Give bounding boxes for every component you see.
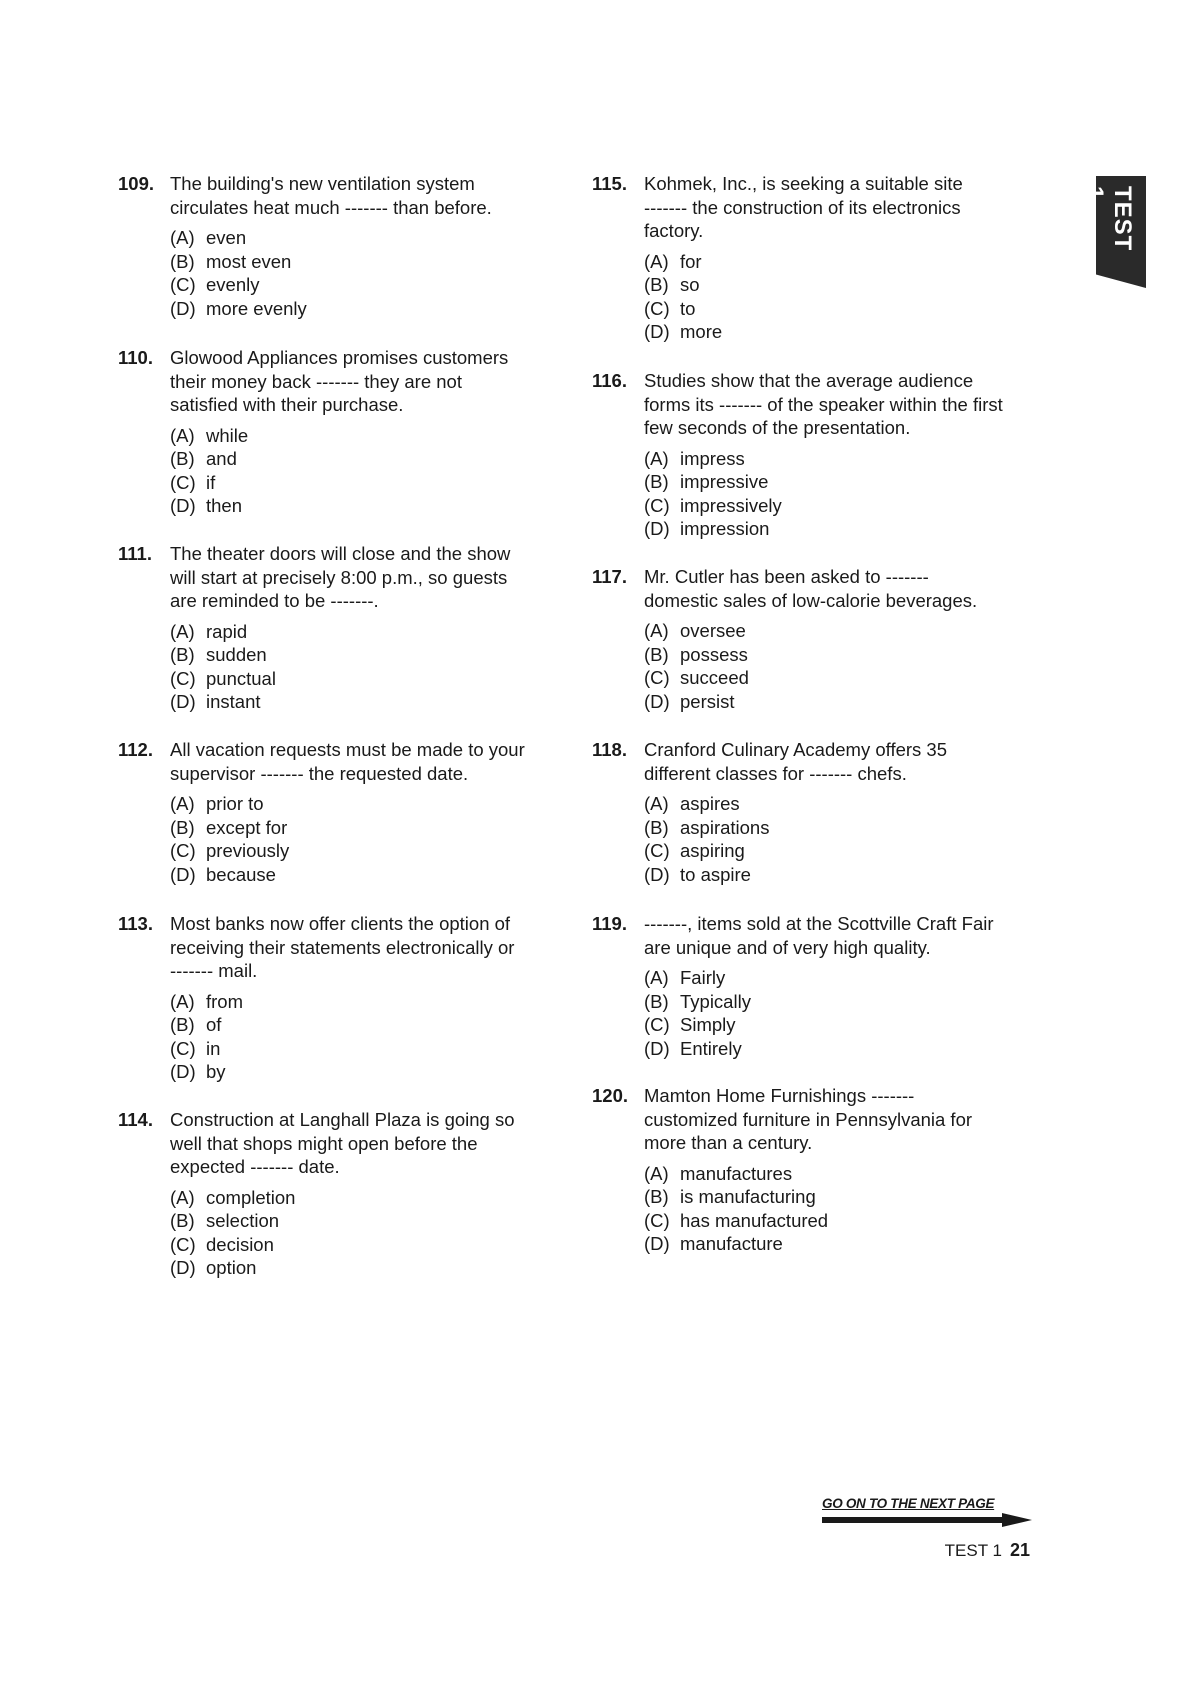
- question-111: [118, 542, 538, 714]
- option-text: so: [680, 274, 700, 295]
- answer-option: [170, 1037, 538, 1061]
- answer-option: [170, 273, 538, 297]
- option-text: most even: [206, 250, 292, 272]
- option-letter: (D): [644, 321, 670, 342]
- option-letter: (A): [170, 793, 195, 814]
- question-number: 115.: [592, 173, 627, 194]
- question-109: [118, 172, 538, 320]
- option-letter: (A): [170, 227, 195, 248]
- answer-option: [644, 1185, 1032, 1209]
- question-text: Kohmek, Inc., is seeking a suitable site ------- the construction of its electronics factory.: [644, 173, 963, 241]
- option-letter: (B): [170, 250, 195, 272]
- question-number: 112.: [118, 739, 153, 760]
- question-number: 116.: [592, 370, 627, 391]
- option-letter: (A): [170, 424, 195, 446]
- answer-option: [644, 517, 1032, 541]
- answer-option: [644, 863, 1032, 887]
- answer-option: [170, 667, 538, 691]
- question-number: 111.: [118, 543, 152, 564]
- answer-option: [170, 690, 538, 714]
- option-text: manufacture: [680, 1233, 783, 1254]
- option-text: except for: [206, 816, 288, 838]
- answer-option: [170, 447, 538, 471]
- question-119: [592, 912, 1032, 1060]
- option-text: aspiring: [680, 840, 745, 861]
- answer-option: [170, 471, 538, 495]
- question-number: 120.: [592, 1085, 629, 1106]
- option-letter: (B): [170, 1014, 195, 1035]
- question-120: [592, 1084, 1032, 1256]
- answer-option: [170, 643, 538, 667]
- option-letter: (D): [644, 518, 670, 539]
- option-text: option: [206, 1257, 257, 1278]
- question-110: [118, 346, 538, 518]
- option-text: aspirations: [680, 816, 770, 838]
- option-letter: (A): [644, 620, 669, 641]
- answer-option: [644, 619, 1032, 643]
- option-letter: (D): [170, 495, 196, 516]
- option-text: in: [206, 1037, 221, 1059]
- answer-option: [170, 494, 538, 518]
- option-text: Fairly: [680, 967, 726, 988]
- question-text: -------, items sold at the Scottville Craft Fair are unique and of very high quality.: [644, 913, 994, 958]
- answer-options: [170, 1186, 538, 1280]
- answer-option: [644, 690, 1032, 714]
- test-tab-label: TEST 1: [1081, 186, 1136, 252]
- answer-options: [644, 250, 1032, 344]
- arrow-right-icon: [822, 1513, 1032, 1527]
- option-text: because: [206, 863, 276, 885]
- option-letter: (D): [170, 863, 196, 885]
- answer-option: [644, 966, 1032, 990]
- page-footer: [940, 1540, 1030, 1561]
- option-text: completion: [206, 1186, 296, 1208]
- question-text: Mr. Cutler has been asked to ------- domestic sales of low-calorie beverages.: [644, 566, 978, 611]
- option-text: aspires: [680, 793, 740, 814]
- option-letter: (A): [644, 250, 669, 272]
- option-text: manufactures: [680, 1162, 793, 1184]
- option-letter: (D): [644, 1233, 670, 1254]
- answer-options: [644, 447, 1032, 541]
- option-text: instant: [206, 691, 261, 712]
- option-letter: (A): [644, 793, 669, 814]
- answer-option: [644, 297, 1032, 321]
- answer-option: [170, 297, 538, 321]
- answer-option: [170, 424, 538, 448]
- answer-option: [170, 250, 538, 274]
- option-letter: (D): [170, 1257, 196, 1278]
- option-letter: (A): [644, 447, 669, 469]
- option-letter: (B): [644, 990, 669, 1012]
- option-letter: (C): [644, 1014, 670, 1035]
- answer-options: [644, 1162, 1032, 1256]
- answer-option: [644, 1162, 1032, 1186]
- option-text: of: [206, 1014, 222, 1035]
- answer-option: [170, 990, 538, 1014]
- question-text: The building's new ventilation system circulates heat much ------- than before.: [170, 173, 492, 218]
- answer-option: [170, 792, 538, 816]
- question-text: Studies show that the average audience forms its ------- of the speaker within the first few seconds of the presentation.: [644, 370, 1003, 438]
- option-text: to: [680, 297, 696, 319]
- question-118: [592, 738, 1032, 886]
- option-text: punctual: [206, 667, 276, 689]
- question-text: Cranford Culinary Academy offers 35 different classes for ------- chefs.: [644, 739, 948, 784]
- answer-option: [644, 1232, 1032, 1256]
- option-text: persist: [680, 690, 735, 712]
- option-text: impress: [680, 447, 745, 469]
- option-text: is manufacturing: [680, 1186, 816, 1207]
- question-number: 109.: [118, 173, 155, 194]
- answer-options: [170, 990, 538, 1084]
- question-number: 114.: [118, 1109, 153, 1130]
- question-number: 118.: [592, 739, 627, 760]
- option-letter: (C): [170, 1233, 196, 1255]
- answer-option: [644, 447, 1032, 471]
- option-text: Typically: [680, 990, 751, 1012]
- option-letter: (B): [644, 643, 669, 665]
- option-letter: (D): [644, 1037, 670, 1059]
- option-text: from: [206, 990, 243, 1012]
- option-letter: (C): [644, 1209, 670, 1231]
- option-text: prior to: [206, 793, 264, 814]
- question-112: [118, 738, 538, 886]
- option-text: evenly: [206, 274, 260, 295]
- option-text: by: [206, 1061, 226, 1082]
- option-text: for: [680, 250, 702, 272]
- page-number: 21: [1009, 1540, 1030, 1560]
- question-116: [592, 369, 1032, 541]
- answer-option: [644, 816, 1032, 840]
- answer-option: [644, 1013, 1032, 1037]
- footer-test-label: TEST 1: [944, 1541, 1002, 1560]
- option-text: to aspire: [680, 863, 751, 885]
- option-text: decision: [206, 1233, 274, 1255]
- answer-options: [644, 619, 1032, 713]
- question-117: [592, 565, 1032, 713]
- option-letter: (A): [170, 620, 195, 642]
- answer-options: [644, 792, 1032, 886]
- question-number: 110.: [118, 347, 153, 368]
- answer-option: [170, 226, 538, 250]
- answer-option: [644, 792, 1032, 816]
- question-113: [118, 912, 538, 1084]
- option-text: oversee: [680, 620, 746, 641]
- answer-options: [170, 226, 538, 320]
- answer-options: [170, 620, 538, 714]
- question-text: Construction at Langhall Plaza is going so well that shops might open before the expected ------- date.: [170, 1109, 515, 1177]
- option-letter: (D): [170, 691, 196, 712]
- option-letter: (A): [644, 1162, 669, 1184]
- option-letter: (B): [644, 471, 669, 492]
- option-text: selection: [206, 1210, 280, 1231]
- option-letter: (C): [170, 471, 196, 493]
- option-letter: (C): [170, 274, 196, 295]
- answer-option: [170, 1233, 538, 1257]
- answer-option: [644, 320, 1032, 344]
- question-114: [118, 1108, 538, 1280]
- answer-option: [170, 863, 538, 887]
- option-letter: (C): [170, 840, 196, 861]
- option-letter: (C): [644, 494, 670, 516]
- option-text: previously: [206, 840, 290, 861]
- answer-option: [644, 470, 1032, 494]
- question-text: The theater doors will close and the show will start at precisely 8:00 p.m., so guests are reminded to be -------.: [170, 543, 511, 611]
- answer-option: [644, 839, 1032, 863]
- option-letter: (D): [644, 863, 670, 885]
- option-text: possess: [680, 643, 748, 665]
- question-text: Most banks now offer clients the option of receiving their statements electronically or ------- mail.: [170, 913, 515, 981]
- answer-option: [170, 1060, 538, 1084]
- answer-option: [644, 494, 1032, 518]
- option-text: more evenly: [206, 297, 307, 319]
- option-letter: (B): [644, 274, 669, 295]
- option-text: has manufactured: [680, 1209, 829, 1231]
- answer-option: [644, 1037, 1032, 1061]
- option-text: and: [206, 448, 237, 469]
- option-letter: (B): [170, 644, 195, 665]
- option-text: rapid: [206, 620, 248, 642]
- answer-option: [170, 620, 538, 644]
- answer-option: [644, 273, 1032, 297]
- option-letter: (B): [170, 448, 195, 469]
- option-text: impression: [680, 518, 770, 539]
- option-letter: (C): [170, 1037, 196, 1059]
- option-text: Entirely: [680, 1037, 742, 1059]
- answer-option: [170, 816, 538, 840]
- option-letter: (C): [644, 667, 670, 688]
- question-text: All vacation requests must be made to your supervisor ------- the requested date.: [170, 739, 525, 784]
- answer-option: [170, 839, 538, 863]
- question-text: Glowood Appliances promises customers their money back ------- they are not satisfied with their purchase.: [170, 347, 509, 415]
- option-text: then: [206, 495, 243, 516]
- option-letter: (B): [644, 816, 669, 838]
- option-text: more: [680, 321, 723, 342]
- option-text: impressively: [680, 494, 782, 516]
- next-page-indicator: [822, 1496, 1032, 1527]
- question-number: 113.: [118, 913, 153, 934]
- option-letter: (D): [170, 297, 196, 319]
- question-number: 119.: [592, 913, 627, 934]
- answer-option: [170, 1013, 538, 1037]
- answer-option: [644, 1209, 1032, 1233]
- option-letter: (A): [644, 967, 669, 988]
- next-page-label: GO ON TO THE NEXT PAGE: [822, 1496, 995, 1511]
- answer-options: [170, 424, 538, 518]
- answer-option: [170, 1209, 538, 1233]
- answer-options: [170, 792, 538, 886]
- option-letter: (C): [644, 840, 670, 861]
- option-text: Simply: [680, 1014, 736, 1035]
- option-text: succeed: [680, 667, 749, 688]
- option-letter: (D): [170, 1061, 196, 1082]
- answer-options: [644, 966, 1032, 1060]
- option-letter: (B): [170, 1210, 195, 1231]
- option-text: sudden: [206, 644, 267, 665]
- option-letter: (D): [644, 690, 670, 712]
- option-text: if: [206, 471, 216, 493]
- question-text: Mamton Home Furnishings ------- customized furniture in Pennsylvania for more than a century.: [644, 1085, 973, 1153]
- answer-option: [644, 643, 1032, 667]
- answer-option: [170, 1186, 538, 1210]
- option-letter: (C): [170, 667, 196, 689]
- option-text: while: [206, 424, 249, 446]
- answer-option: [644, 666, 1032, 690]
- option-letter: (C): [644, 297, 670, 319]
- option-text: even: [206, 227, 247, 248]
- answer-option: [644, 990, 1032, 1014]
- option-letter: (A): [170, 1186, 195, 1208]
- option-letter: (B): [170, 816, 195, 838]
- answer-option: [644, 250, 1032, 274]
- option-letter: (A): [170, 990, 195, 1012]
- answer-option: [170, 1256, 538, 1280]
- option-text: impressive: [680, 471, 769, 492]
- question-number: 117.: [592, 566, 627, 587]
- question-115: [592, 172, 1032, 344]
- option-letter: (B): [644, 1186, 669, 1207]
